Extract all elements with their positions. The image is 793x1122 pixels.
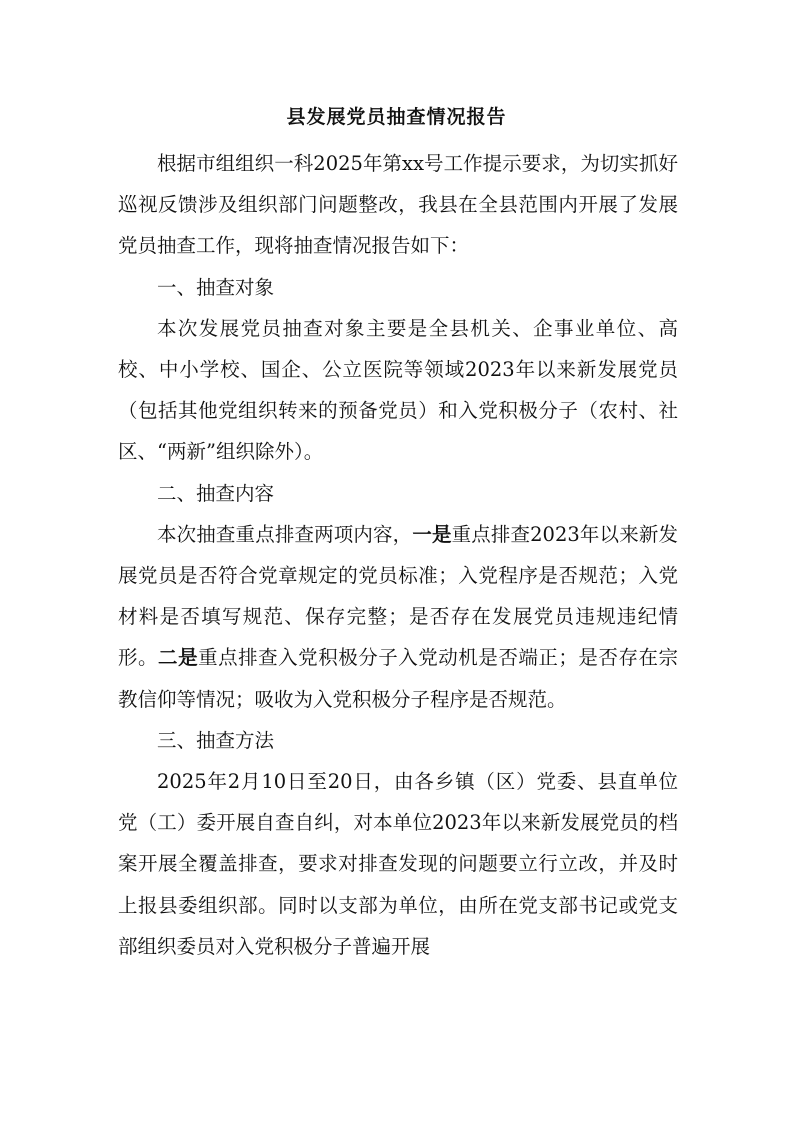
content-lead: 本次抽查重点排查两项内容， bbox=[157, 522, 413, 546]
content-item-second: 重点排查入党积极分子入党动机是否端正；是否存在宗教信仰等情况；吸收为入党积极分子程序是否规范。 bbox=[118, 646, 678, 711]
section-text-content bbox=[118, 514, 678, 720]
section-text-method: 2025年2月10日至20日，由各乡镇（区）党委、县直单位党（工）委开展自查自纠，对本单位2023年以来新发展党员的档案开展全覆盖排查，要求对排查发现的问题要立行立改，并及时上报县委组织部。同时以支部为单位，由所在党支部书记或党支部组织委员对入党积极分子普遍开展 bbox=[118, 770, 678, 958]
content-label-first: 一是 bbox=[412, 522, 452, 546]
section-text-objects: 本次发展党员抽查对象主要是全县机关、企事业单位、高校、中小学校、国企、公立医院等领域2023年以来新发展党员（包括其他党组织转来的预备党员）和入党积极分子（农村、社区、“两新”组织除外）。 bbox=[118, 316, 678, 464]
section-heading-method: 三、抽查方法 bbox=[157, 728, 275, 752]
content-item-first: 重点排查2023年以来新发展党员是否符合党章规定的党员标准；入党程序是否规范；入党材料是否填写规范、保存完整；是否存在发展党员违规违纪情形。 bbox=[118, 522, 678, 670]
document-body bbox=[118, 143, 678, 967]
content-label-second: 二是 bbox=[158, 646, 199, 670]
document-title: 县发展党员抽查情况报告 bbox=[286, 106, 507, 128]
intro-paragraph: 根据市组组织一科2025年第xx号工作提示要求，为切实抓好巡视反馈涉及组织部门问题整改，我县在全县范围内开展了发展党员抽查工作，现将抽查情况报告如下： bbox=[118, 152, 678, 258]
section-heading-objects: 一、抽查对象 bbox=[157, 275, 275, 299]
section-heading-content: 二、抽查内容 bbox=[157, 481, 275, 505]
